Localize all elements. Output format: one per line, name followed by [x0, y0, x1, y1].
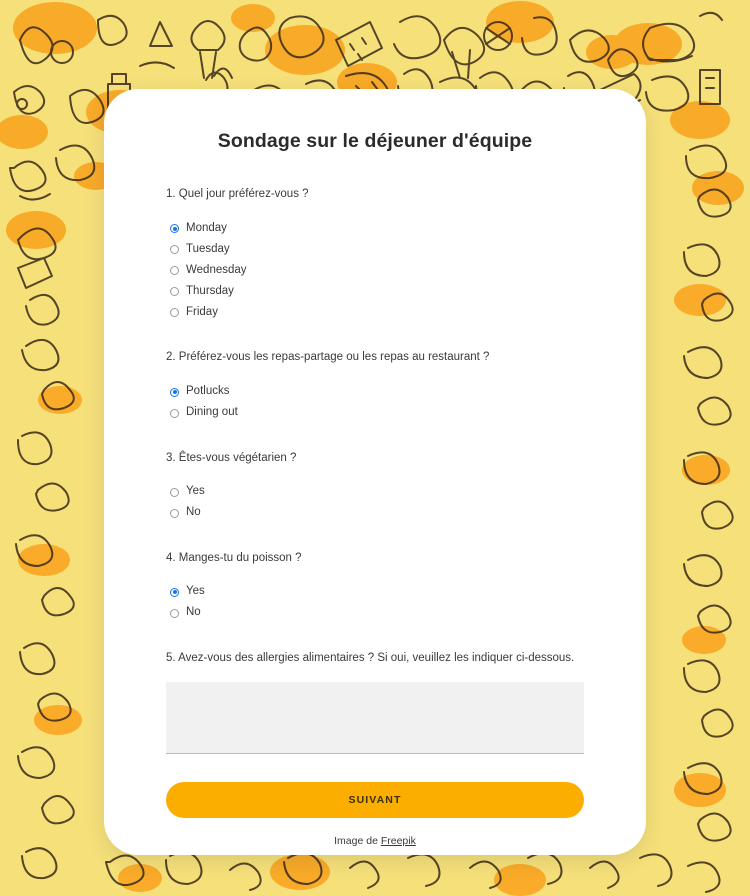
- question-label-5: 5. Avez-vous des allergies alimentaires ? Si oui, veuillez les indiquer ci-dessous.: [166, 651, 575, 664]
- question-block-1: [166, 186, 584, 323]
- radio-icon[interactable]: [170, 409, 179, 418]
- radio-label: Yes: [186, 585, 205, 598]
- radio-label: Friday: [186, 306, 218, 319]
- page-title: Sondage sur le déjeuner d'équipe: [217, 130, 533, 152]
- radio-label: Wednesday: [186, 264, 247, 277]
- radio-icon[interactable]: [170, 287, 179, 296]
- radio-label: Yes: [186, 485, 205, 498]
- allergies-textarea[interactable]: [166, 682, 584, 754]
- radio-label: No: [186, 606, 201, 619]
- radio-icon[interactable]: [170, 509, 179, 518]
- radio-option-fish-yes[interactable]: [170, 582, 584, 603]
- radio-option-fish-no[interactable]: [170, 603, 584, 624]
- radio-group-4[interactable]: [166, 582, 584, 624]
- radio-group-3[interactable]: [166, 482, 584, 524]
- image-credit: [166, 835, 584, 847]
- question-label-1: 1. Quel jour préférez-vous ?: [166, 188, 309, 201]
- radio-icon-selected[interactable]: [170, 388, 179, 397]
- question-label-2: 2. Préférez-vous les repas-partage ou les repas au restaurant ?: [166, 351, 490, 364]
- radio-icon[interactable]: [170, 488, 179, 497]
- radio-option-dining-out[interactable]: [170, 403, 584, 424]
- question-block-4: [166, 550, 584, 624]
- radio-option-wednesday[interactable]: [170, 260, 584, 281]
- radio-label: Dining out: [186, 406, 238, 419]
- radio-icon[interactable]: [170, 266, 179, 275]
- radio-option-monday[interactable]: [170, 218, 584, 239]
- radio-option-thursday[interactable]: [170, 281, 584, 302]
- radio-icon[interactable]: [170, 609, 179, 618]
- question-block-5: [166, 650, 584, 754]
- radio-label: Potlucks: [186, 385, 230, 398]
- radio-icon-selected[interactable]: [170, 588, 179, 597]
- submit-button[interactable]: SUIVANT: [166, 782, 584, 818]
- radio-option-friday[interactable]: [170, 302, 584, 323]
- radio-option-tuesday[interactable]: [170, 239, 584, 260]
- radio-label: No: [186, 506, 201, 519]
- radio-label: Tuesday: [186, 243, 230, 256]
- survey-card: [104, 89, 646, 855]
- radio-option-potlucks[interactable]: [170, 382, 584, 403]
- image-credit-prefix: Image de: [334, 834, 381, 847]
- radio-label: Monday: [186, 222, 227, 235]
- freepik-link[interactable]: Freepik: [380, 834, 416, 847]
- radio-label: Thursday: [186, 285, 234, 298]
- radio-group-2[interactable]: [166, 382, 584, 424]
- radio-icon[interactable]: [170, 245, 179, 254]
- radio-option-vegetarian-yes[interactable]: [170, 482, 584, 503]
- question-label-3: 3. Êtes-vous végétarien ?: [166, 451, 297, 464]
- question-block-3: [166, 450, 584, 524]
- radio-icon-selected[interactable]: [170, 224, 179, 233]
- question-block-2: [166, 349, 584, 423]
- radio-icon[interactable]: [170, 308, 179, 317]
- radio-group-1[interactable]: [166, 218, 584, 323]
- radio-option-vegetarian-no[interactable]: [170, 503, 584, 524]
- question-label-4: 4. Manges-tu du poisson ?: [166, 551, 302, 564]
